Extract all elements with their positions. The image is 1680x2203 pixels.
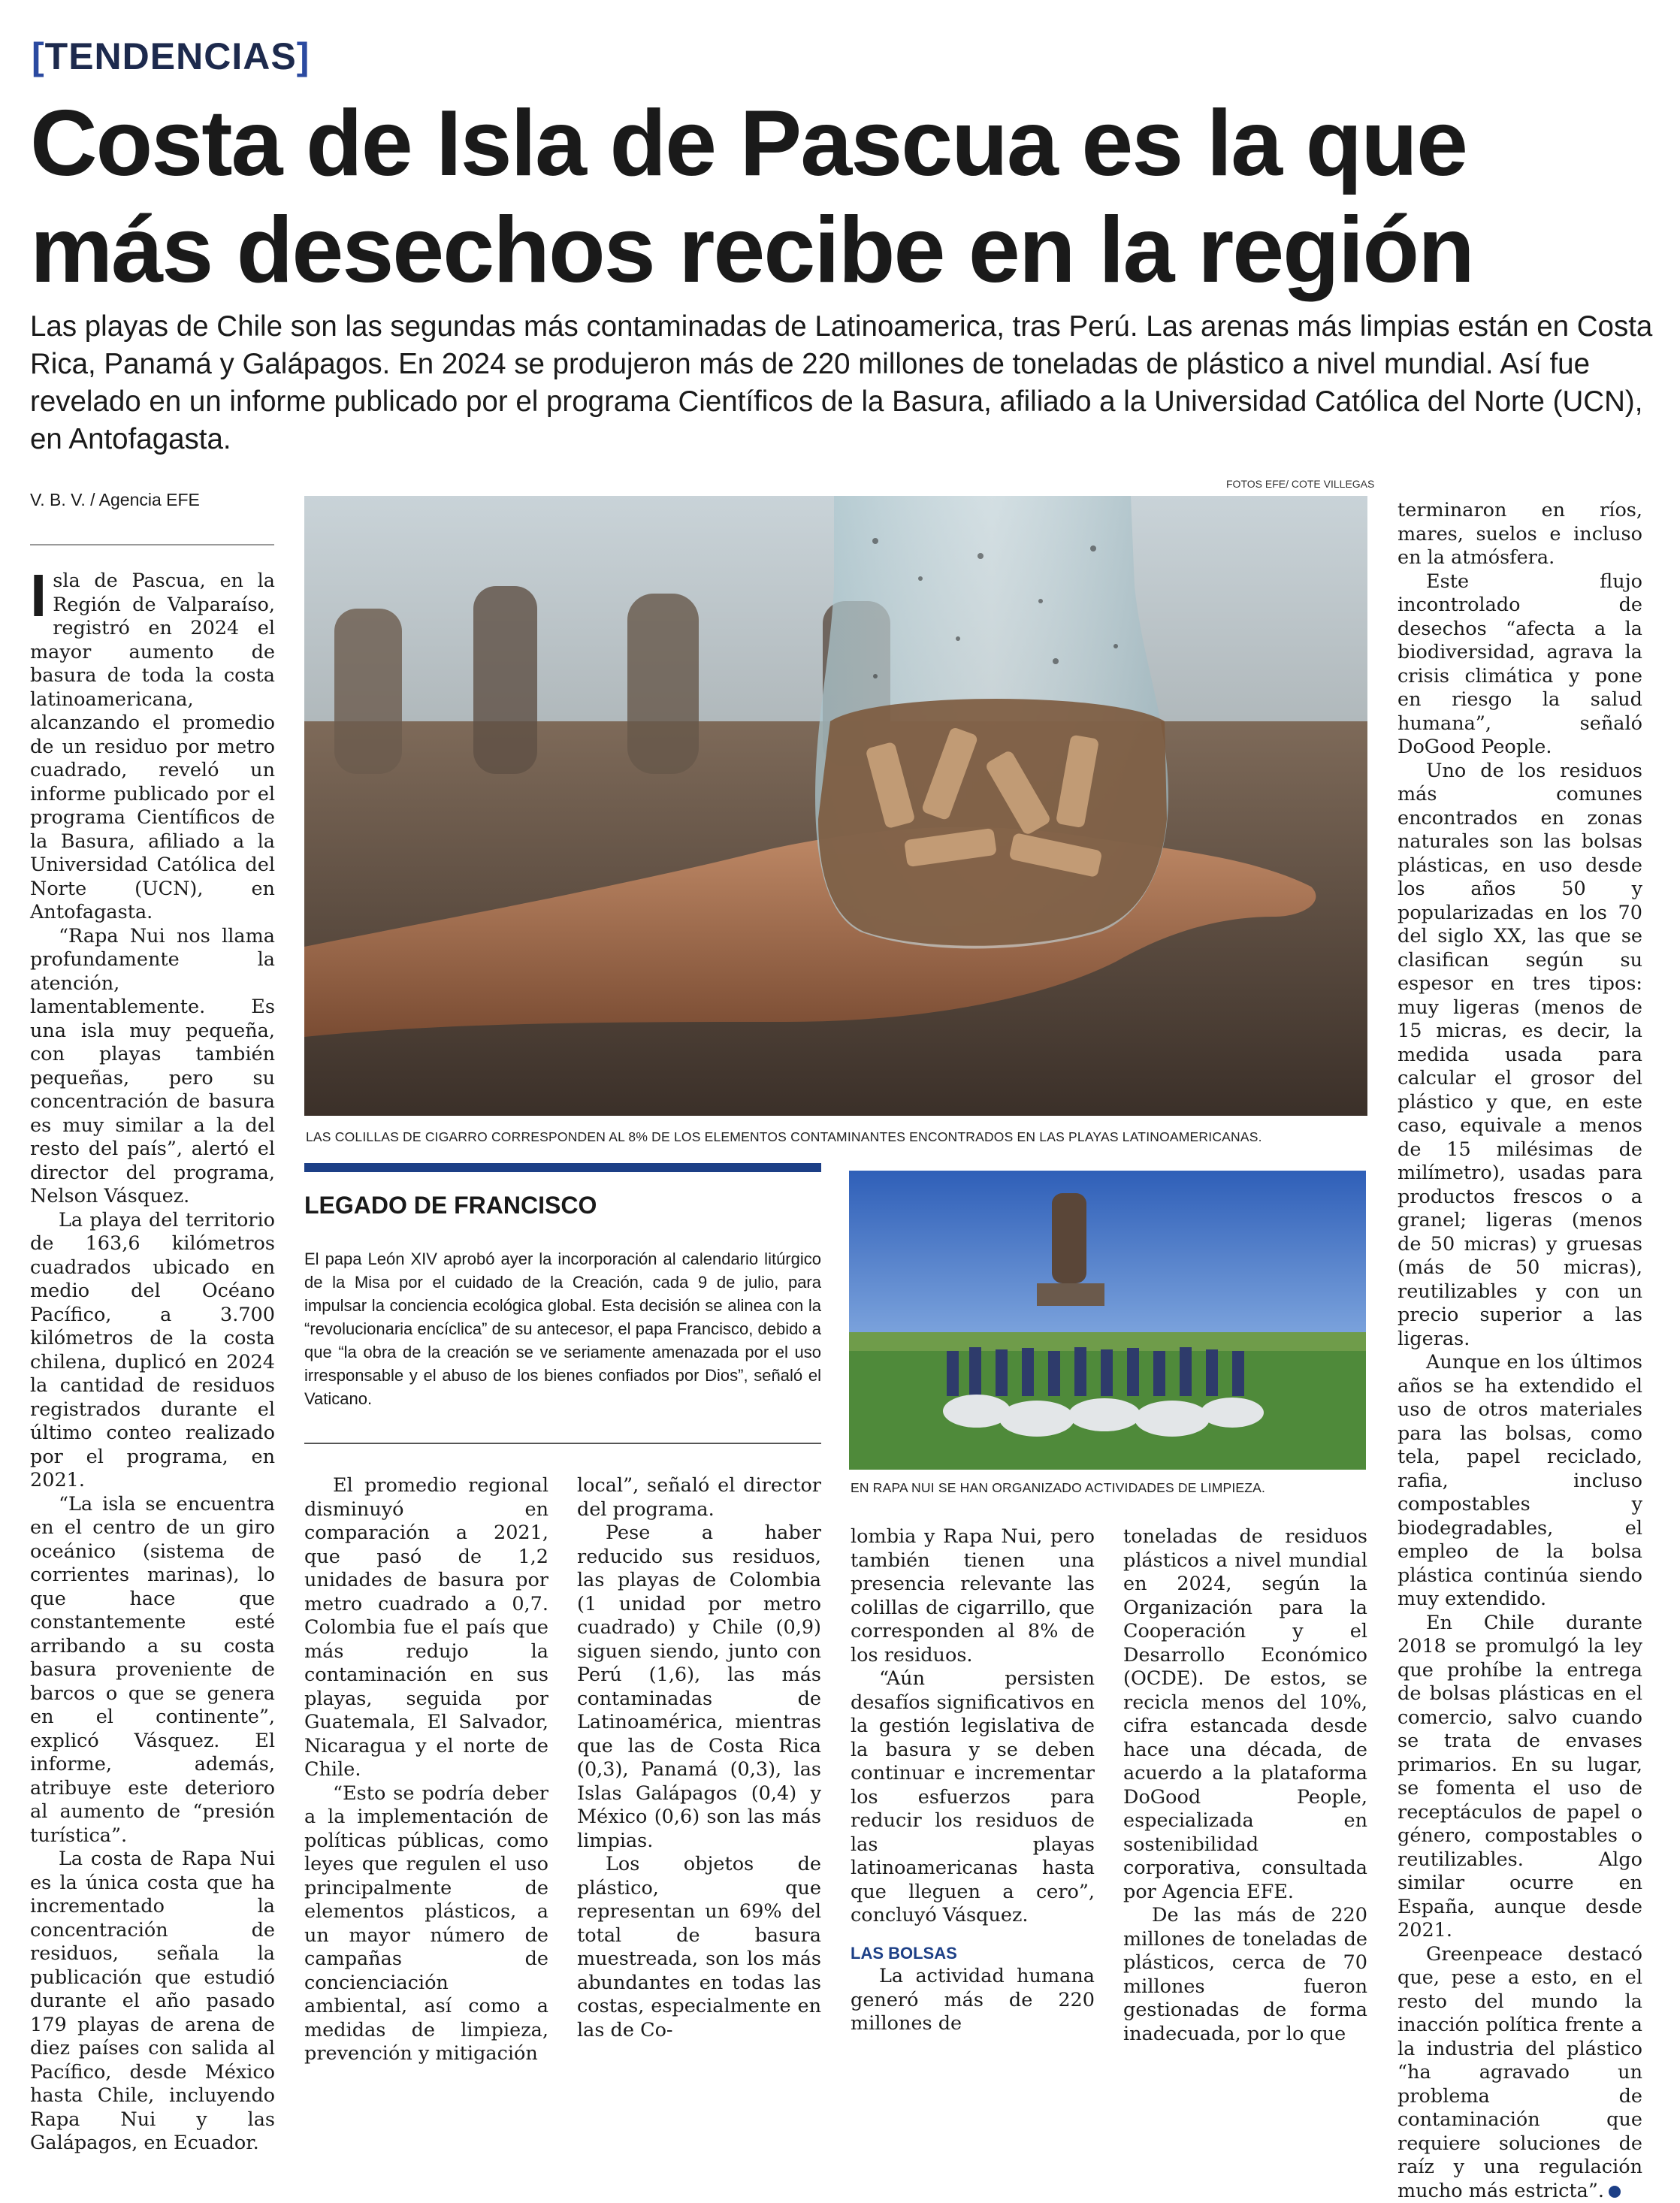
paragraph-text: sla de Pascua, en la Región de Valparaíso, registró en 2024 el mayor aumento de basura de toda la costa latinoamericana, alcanzando el promedio de un residuo por metro cuadrado, reveló un informe publicado por el programa Científicos de la Basura, afiliado a la Universidad Católica del Norte (UCN), en Antofagasta.	[30, 570, 275, 923]
paragraph: La actividad humana generó más de 220 millones de	[851, 1965, 1095, 2036]
paragraph: toneladas de residuos plásticos a nivel mundial en 2024, según la Organización para la Cooperación y el Desarrollo Económico (OCDE). De estos, se recicla menos del 10%, cifra estancada desde hace una década, de acuerdo a la plataforma DoGood People, especializada en sostenibilidad corporativa, consultada por Agencia EFE.	[1123, 1525, 1367, 1904]
end-mark-icon: ✪	[1609, 2186, 1621, 2198]
paragraph: La costa de Rapa Nui es la única costa que ha incrementado la concentración de residuos, señala la publicación que estudió durante el año pasado 179 playas de arena de diez países con salida al Pacífico, desde México hasta Chile, incluyendo Rapa Nui y las Galápagos, en Ecuador.	[30, 1848, 275, 2156]
section-label	[32, 35, 310, 78]
paragraph: El promedio regional disminuyó en comparación a 2021, que pasó de 1,2 unidades de basura por metro cuadrado a 0,7. Colombia fue el país que más redujo la contaminación en sus playas, seguida por Guatemala, El Salvador, Nicaragua y el norte de Chile.	[304, 1474, 548, 1782]
bracket-left: [	[32, 35, 45, 77]
section-label-text: TENDENCIAS	[45, 35, 297, 77]
main-photo-caption: LAS COLILLAS DE CIGARRO CORRESPONDEN AL 8% DE LOS ELEMENTOS CONTAMINANTES ENCONTRADOS EN LAS PLAYAS LATINOAMERICANAS.	[306, 1129, 1369, 1145]
box-text: El papa León XIV aprobó ayer la incorporación al calendario litúrgico de la Misa por el cuidado de la Creación, cada 9 de julio, para impulsar la conciencia ecológica global. Esta decisión se alinea con la “revolucionaria encíclica” de su antecesor, el papa Francisco, debido a que “la obra de la creación se ve seriamente amenazada por el uso irresponsable y el abuso de los bienes confiados por Dios”, señaló el Vaticano.	[304, 1247, 821, 1410]
deck: Las playas de Chile son las segundas más contaminadas de Latinoamerica, tras Perú. Las arenas más limpias están en Costa Rica, Panamá y Galápagos. En 2024 se produjeron más de 220 millones de toneladas de plástico a nivel mundial. Así fue revelado en un informe publicado por el programa Científicos de la Basura, afiliado a la Universidad Católica del Norte (UCN), en Antofagasta.	[30, 308, 1660, 458]
paragraph: Aunque en los últimos años se ha extendido el uso de otros materiales para las bolsas, como tela, papel reciclado, rafia, incluso compostables y biodegradables, el empleo de la bolsa plástica continúa siendo muy extendido.	[1397, 1351, 1642, 1612]
byline: V. B. V. / Agencia EFE	[30, 490, 200, 510]
paragraph: “La isla se encuentra en el centro de un giro oceánico (sistema de corrientes marinas), lo que hace que constantemente esté arribando a su costa basura proveniente de barcos o que se genera en el continente”, explicó Vásquez. El informe, además, atribuye este deterioro al aumento de “presión turística”.	[30, 1493, 275, 1848]
cleanup-photo	[849, 1171, 1366, 1470]
paragraph: Pese a haber reducido sus residuos, las playas de Colombia (1 unidad por metro cuadrado) y Chile (0,9) siguen siendo, junto con Perú (1,6), las más contaminadas de Latinoamérica, mientras que las de Costa Rica (0,3), Panamá (0,3), las Islas Galápagos (0,4) y México (0,6) son las más limpias.	[577, 1522, 821, 1853]
paragraph: Este flujo incontrolado de desechos “afecta a la biodiversidad, agrava la crisis climática y pone en riesgo la salud humana”, señaló DoGood People.	[1397, 570, 1642, 760]
column-4	[851, 1525, 1095, 2036]
photo-credit: FOTOS EFE/ COTE VILLEGAS	[1226, 478, 1374, 490]
bracket-right: ]	[297, 35, 310, 77]
column-6	[1397, 499, 1642, 2203]
paragraph: La playa del territorio de 163,6 kilómetros cuadrados ubicado en medio del Océano Pacífico, a 3.700 kilómetros de la costa chilena, duplicó en 2024 la cantidad de residuos registrados durante el último conteo realizado por el programa, en 2021.	[30, 1209, 275, 1493]
column-5	[1123, 1525, 1367, 2046]
byline-rule	[30, 544, 274, 545]
paragraph	[1397, 1943, 1642, 2203]
main-photo	[304, 496, 1367, 1116]
paragraph: terminaron en ríos, mares, suelos e incluso en la atmósfera.	[1397, 499, 1642, 570]
box-title: LEGADO DE FRANCISCO	[304, 1192, 597, 1219]
subhead-text: LAS BOLSAS	[851, 1944, 957, 1963]
paragraph	[30, 570, 275, 925]
subhead-las-bolsas	[851, 1942, 1095, 1966]
paragraph-text: Greenpeace destacó que, pese a esto, en el resto del mundo la inacción política frente a la industria del plástico “ha agravado un problema de contaminación que requiere soluciones de raíz y una regulación mucho más estricta”.	[1397, 1943, 1642, 2202]
box-top-bar	[304, 1163, 821, 1172]
column-2	[304, 1474, 548, 2066]
drop-cap: I	[30, 573, 47, 619]
paragraph: Los objetos de plástico, que representan un 69% del total de basura muestreada, son los más abundantes en todas las costas, especialmente en las de Co-	[577, 1853, 821, 2042]
paragraph: local”, señaló el director del programa.	[577, 1474, 821, 1522]
paragraph: lombia y Rapa Nui, pero también tienen una presencia relevante las colillas de cigarrillo, que corresponden al 8% de los residuos.	[851, 1525, 1095, 1667]
headline: Costa de Isla de Pascua es la que más desechos recibe en la región	[30, 90, 1653, 304]
paragraph: En Chile durante 2018 se promulgó la ley que prohíbe la entrega de bolsas plásticas en el comercio, salvo cuando se trata de envases primarios. En su lugar, se fomenta el uso de receptáculos de papel o género, compostables o reutilizables. Algo similar ocurre en España, aunque desde 2021.	[1397, 1612, 1642, 1943]
column-3	[577, 1474, 821, 2042]
cleanup-photo-illustration	[849, 1171, 1366, 1470]
main-photo-illustration	[304, 496, 1367, 1116]
paragraph: “Aún persisten desafíos significativos en la gestión legislativa de la basura y se deben continuar e incrementar los esfuerzos para reducir los residuos de las playas latinoamericanas hasta que lleguen a cero”, concluyó Vásquez.	[851, 1667, 1095, 1928]
column-1	[30, 570, 275, 2156]
paragraph: “Rapa Nui nos llama profundamente la atención, lamentablemente. Es una isla muy pequeña, con playas también pequeñas, pero su concentración de basura es muy similar a la del resto del país”, alertó el director del programa, Nelson Vásquez.	[30, 925, 275, 1209]
paragraph: “Esto se podría deber a la implementación de políticas públicas, como leyes que regulen el uso principalmente de elementos plásticos, a un mayor número de campañas de concienciación ambiental, así como a medidas de limpieza, prevención y mitigación	[304, 1782, 548, 2066]
paragraph: Uno de los residuos más comunes encontrados en zonas naturales son las bolsas plásticas, en uso desde los años 50 y popularizadas en los 70 del siglo XX, las que se clasifican según su espesor en tres tipos: muy ligeras (menos de 15 micras, es decir, la medida usada para calcular el grosor del plástico y que, en este caso, equivale a menos de 15 milésimas de milímetro), usadas para productos frescos o a granel; ligeras (menos de 50 micras) y gruesas (más de 50 micras), reutilizables y con un precio superior a las ligeras.	[1397, 760, 1642, 1352]
cleanup-photo-caption: EN RAPA NUI SE HAN ORGANIZADO ACTIVIDADES DE LIMPIEZA.	[851, 1480, 1367, 1496]
paragraph: De las más de 220 millones de toneladas de plásticos, cerca de 70 millones fueron gestionadas de forma inadecuada, por lo que	[1123, 1904, 1367, 2046]
box-bottom-rule	[304, 1443, 821, 1444]
